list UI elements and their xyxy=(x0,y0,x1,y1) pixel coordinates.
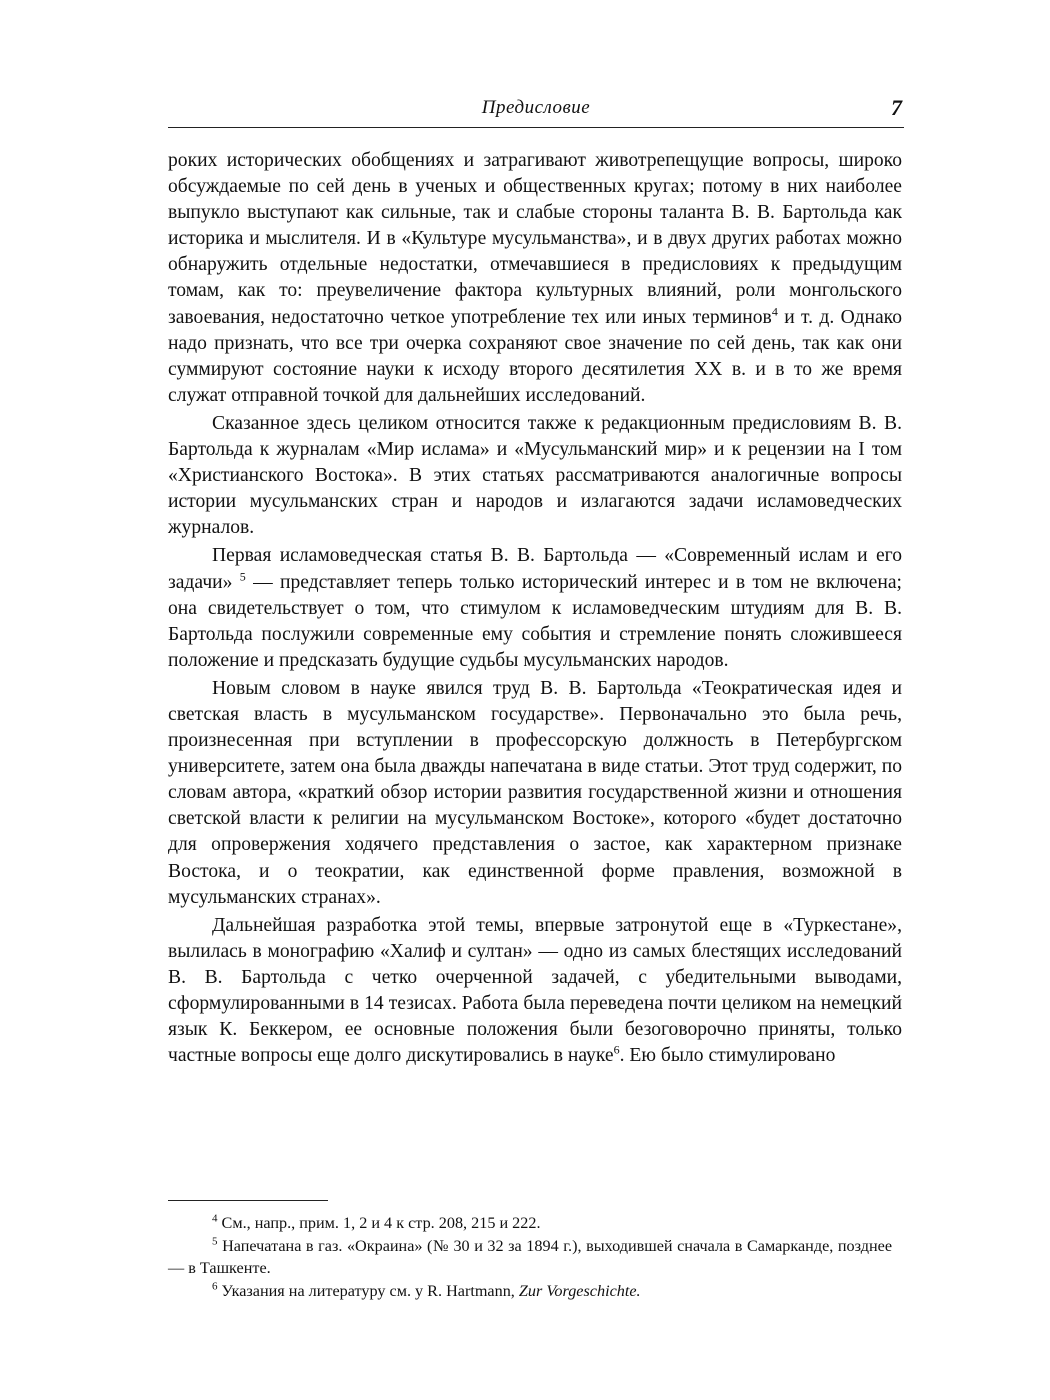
footnote-ref-4: 4 xyxy=(771,304,778,319)
footnote-mark-6: 6 xyxy=(212,1280,218,1293)
footnote-mark-4: 4 xyxy=(212,1212,218,1225)
footnote-divider xyxy=(168,1200,328,1201)
footnote-6 xyxy=(168,1280,892,1303)
footnote-4 xyxy=(168,1212,892,1235)
running-header xyxy=(168,95,904,128)
footnote-ref-6: 6 xyxy=(613,1042,620,1057)
paragraph-3 xyxy=(168,543,902,673)
paragraph-1-tail: и т. д. Однако надо признать, что все три очерка сохраняют свое значение по сей день, так как они суммируют состояние науки к исходу второго десятилетия XX в. и в то же время служат отправной точкой для дальнейших исследований. xyxy=(168,306,902,406)
paragraph-3-text: Первая исламоведческая статья В. В. Бартольда — «Современный ислам и его задачи» xyxy=(168,545,902,593)
page-number: 7 xyxy=(891,95,902,120)
paragraph-3-tail: — представляет теперь только исторический интерес и в том не включена; она свидетельствует о том, что стимулом к исламоведческим штудиям для В. В. Бартольда послужили современные ему события и стремление понять сложившееся положение и предсказать будущие судьбы мусульманских народов. xyxy=(168,571,902,671)
paragraph-5-tail: . Ею было стимулировано xyxy=(619,1045,836,1067)
paragraph-5-text: Дальнейшая разработка этой темы, впервые затронутой еще в «Туркестане», вылилась в монографию «Халиф и султан» — одно из самых блестящих исследований В. В. Бартольда с четко очерченной задачей, с убедительными выводами, сформулированными в 14 тезисах. Работа была переведена почти целиком на немецкий язык К. Беккером, ее основные положения были безоговорочно приняты, только частные вопросы еще долго дискутировались в науке xyxy=(168,914,902,1067)
footnotes xyxy=(168,1212,892,1302)
footnote-4-text: См., напр., прим. 1, 2 и 4 к стр. 208, 215 и 222. xyxy=(221,1214,541,1232)
paragraph-1 xyxy=(168,148,902,409)
paragraph-2: Сказанное здесь целиком относится также к редакционным предисловиям В. В. Бартольда к журналам «Мир ислама» и «Мусульманский мир» и к рецензии на I том «Христианского Востока». В этих статьях рассматриваются аналогичные вопросы истории мусульманских стран и народов и излагаются задачи исламоведческих журналов. xyxy=(168,412,902,539)
footnote-6-text: Указания на литературу см. у R. Hartmann, xyxy=(221,1281,515,1300)
body-text xyxy=(168,148,902,1069)
footnote-mark-5: 5 xyxy=(212,1235,218,1248)
paragraph-1-text: роких исторических обобщениях и затрагивают животрепещущие вопросы, широко обсуждаемые по сей день в ученых и общественных кругах; потому в них наиболее выпукло выступают как сильные, так и слабые стороны таланта В. В. Бартольда как историка и мыслителя. И в «Культуре мусульманства», и в двух других работах можно обнаружить отдельные недостатки, отмечавшиеся в предисловиях к предыдущим томам, как то: преувеличение фактора культурных влияний, роли монгольского завоевания, недостаточно четкое употребление тех или иных терминов xyxy=(168,150,902,328)
paragraph-5 xyxy=(168,913,902,1070)
footnote-5-text: Напечатана в газ. «Окраина» (№ 30 и 32 за 1894 г.), выходившей сначала в Самарканде, позднее — в Ташкенте. xyxy=(168,1236,892,1277)
footnote-5 xyxy=(168,1235,892,1280)
paragraph-4: Новым словом в науке явился труд В. В. Бартольда «Теократическая идея и светская власть в мусульманском государстве». Первоначально это была речь, произнесенная при вступлении в профессорскую должность в Петербургском университете, затем она была дважды напечатана в виде статьи. Этот труд содержит, по словам автора, «краткий обзор истории развития государственной жизни и отношения светской власти к религии на мусульманском Востоке», которого «будет достаточно для опровержения ходячего представления о застое, как характерном признаке Востока, и о теократии, как единственной форме правления, возможной в мусульманских странах». xyxy=(168,677,902,908)
running-title: Предисловие xyxy=(481,97,591,118)
footnote-ref-5: 5 xyxy=(239,568,246,583)
footnote-6-title: Zur Vorgeschichte. xyxy=(518,1281,641,1300)
